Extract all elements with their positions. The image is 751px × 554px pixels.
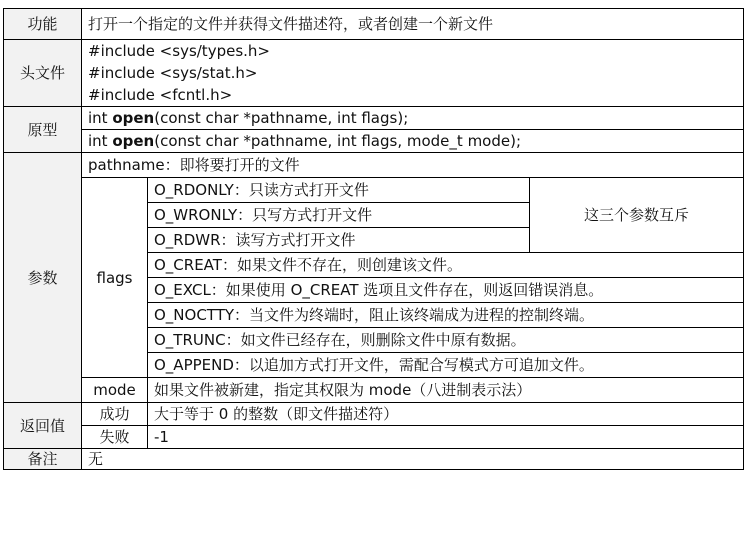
success-label: 成功 (82, 403, 148, 426)
success-text: 大于等于 0 的整数（即文件描述符） (148, 403, 744, 426)
exclusive-note: 这三个参数互斥 (530, 178, 744, 253)
note-text: 无 (82, 449, 744, 470)
flag-item: O_NOCTTY：当文件为终端时，阻止该终端成为进程的控制终端。 (148, 303, 744, 328)
note-label: 备注 (4, 449, 82, 470)
flag-item: O_WRONLY：只写方式打开文件 (148, 203, 530, 228)
api-reference-table (3, 8, 744, 470)
flag-item: O_APPEND：以追加方式打开文件，需配合写模式方可追加文件。 (148, 353, 744, 378)
proto-label: 原型 (4, 107, 82, 153)
fail-text: -1 (148, 426, 744, 449)
param-pathname: pathname：即将要打开的文件 (82, 153, 744, 178)
proto-line: int open(const char *pathname, int flags); (82, 107, 744, 130)
flag-item: O_TRUNC：如文件已经存在，则删除文件中原有数据。 (148, 328, 744, 353)
include-line: #include <sys/stat.h> (82, 62, 744, 84)
flag-item: O_EXCL：如果使用 O_CREAT 选项且文件存在，则返回错误消息。 (148, 278, 744, 303)
ret-label: 返回值 (4, 403, 82, 449)
mode-text: 如果文件被新建，指定其权限为 mode（八进制表示法） (148, 378, 744, 403)
header-label: 头文件 (4, 40, 82, 107)
flag-item: O_CREAT：如果文件不存在，则创建该文件。 (148, 253, 744, 278)
func-text: 打开一个指定的文件并获得文件描述符，或者创建一个新文件 (82, 9, 744, 40)
flag-item: O_RDWR：读写方式打开文件 (148, 228, 530, 253)
fail-label: 失败 (82, 426, 148, 449)
proto-line: int open(const char *pathname, int flags, mode_t mode); (82, 130, 744, 153)
include-line: #include <sys/types.h> (82, 40, 744, 63)
flags-label: flags (82, 178, 148, 378)
include-line: #include <fcntl.h> (82, 84, 744, 107)
params-label: 参数 (4, 153, 82, 403)
func-label: 功能 (4, 9, 82, 40)
mode-label: mode (82, 378, 148, 403)
flag-item: O_RDONLY：只读方式打开文件 (148, 178, 530, 203)
